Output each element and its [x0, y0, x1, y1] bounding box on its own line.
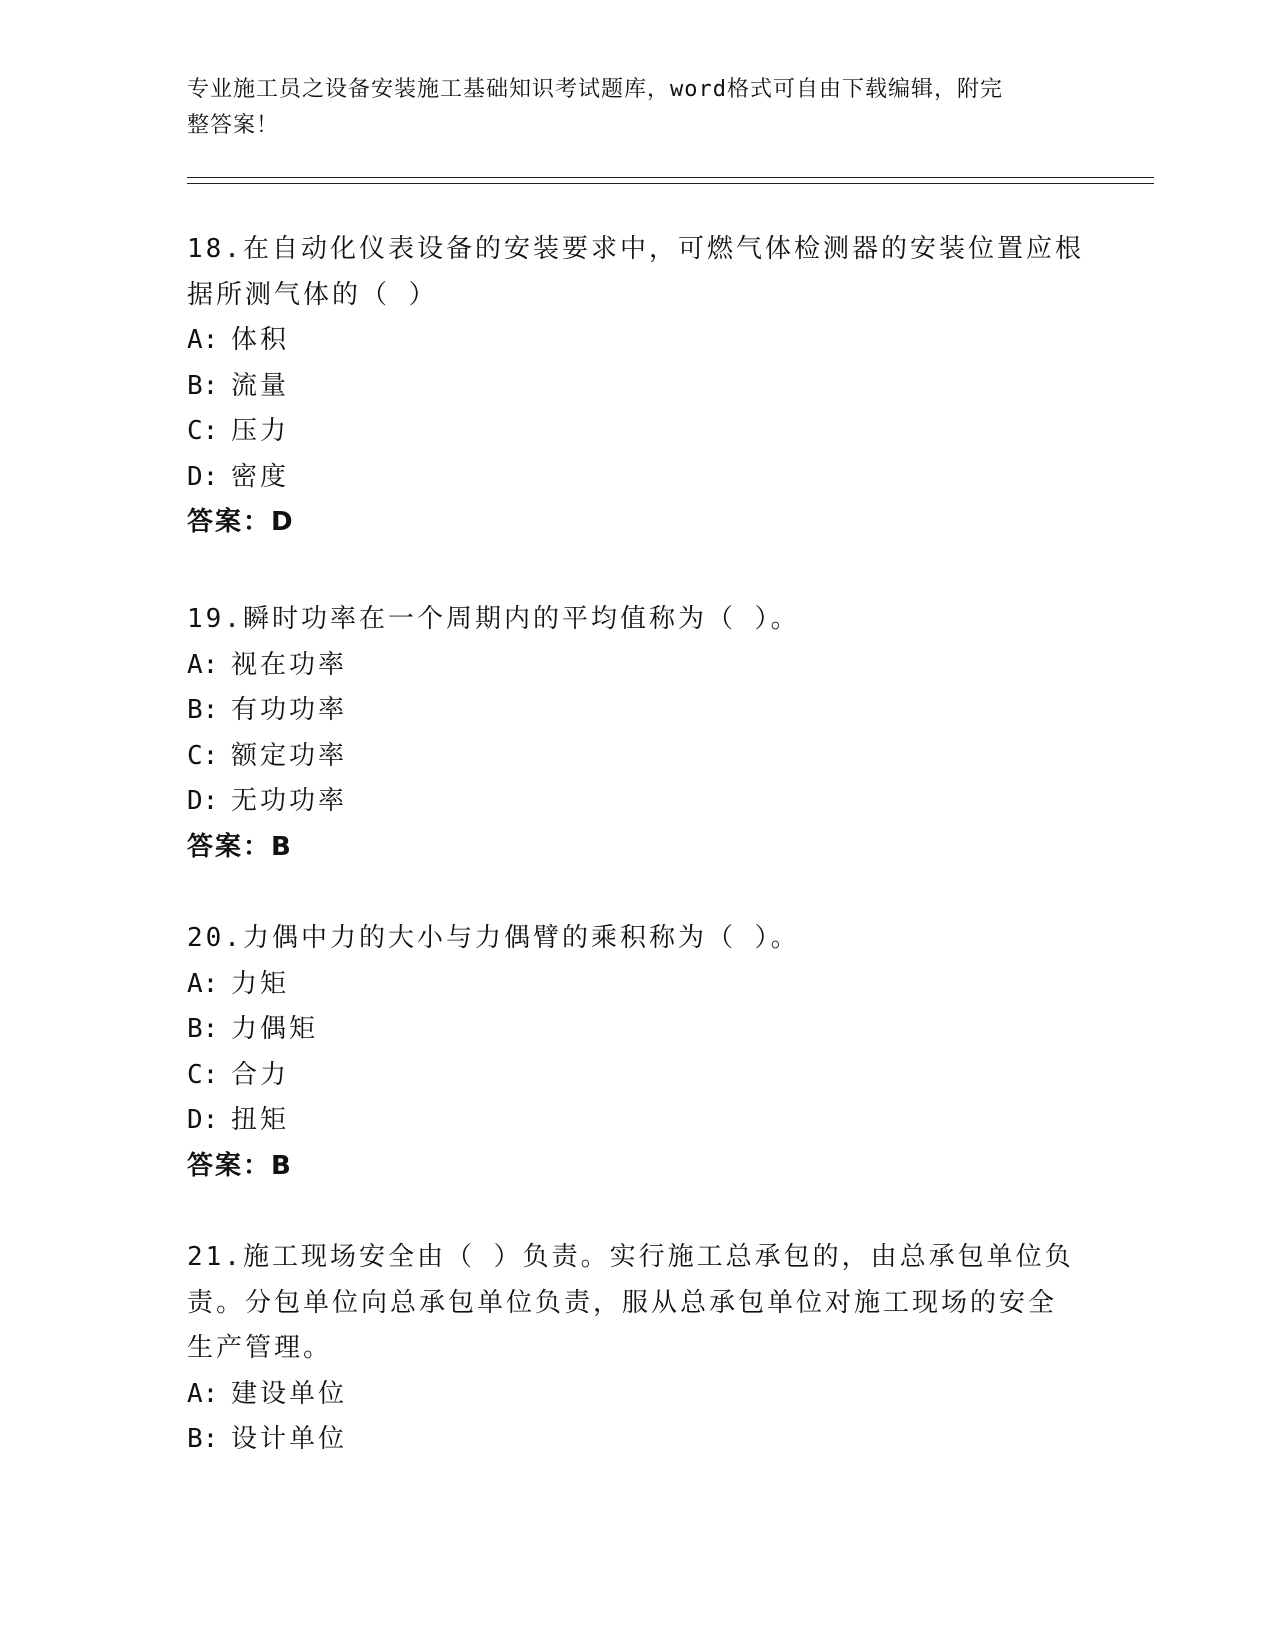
option-text: 压力 — [231, 416, 290, 446]
question-stem-line: 据所测气体的（ ） — [187, 279, 438, 310]
option-label: A: — [187, 968, 219, 999]
option-a — [187, 643, 1087, 689]
option-text: 流量 — [231, 370, 290, 401]
option-a — [187, 1372, 1087, 1418]
option-label: C: — [187, 1059, 219, 1090]
question-21 — [187, 1235, 1087, 1463]
option-text: 合力 — [231, 1059, 290, 1090]
header-line-1: 专业施工员之设备安装施工基础知识考试题库，word格式可自由下载编辑，附完 — [187, 77, 1003, 102]
option-c — [187, 1053, 1087, 1099]
option-b — [187, 364, 1087, 410]
option-label: A: — [187, 649, 219, 680]
header-divider-bottom — [187, 183, 1154, 184]
question-20 — [187, 916, 1087, 1189]
question-stem-line: 19.瞬时功率在一个周期内的平均值称为（ ）。 — [187, 604, 800, 634]
question-stem-line: 20.力偶中力的大小与力偶臂的乘积称为（ ）。 — [187, 923, 800, 953]
option-c — [187, 734, 1087, 780]
option-a — [187, 318, 1087, 364]
option-label: C: — [187, 416, 219, 446]
option-d — [187, 1098, 1087, 1144]
question-stem-line: 18.在自动化仪表设备的安装要求中，可燃气体检测器的安装位置应根 — [187, 234, 1084, 264]
question-19 — [187, 597, 1087, 870]
option-label: D: — [187, 1105, 219, 1135]
option-a — [187, 962, 1087, 1008]
option-text: 额定功率 — [231, 740, 348, 771]
option-d — [187, 779, 1087, 825]
option-label: B: — [187, 1424, 219, 1454]
question-18 — [187, 227, 1087, 546]
option-text: 无功功率 — [231, 786, 348, 816]
option-text: 扭矩 — [231, 1105, 290, 1135]
option-label: D: — [187, 786, 219, 816]
option-b — [187, 1007, 1087, 1053]
header-divider-top — [187, 177, 1154, 178]
option-text: 力偶矩 — [231, 1014, 319, 1044]
option-text: 力矩 — [231, 968, 290, 999]
option-text: 设计单位 — [231, 1424, 348, 1454]
answer-line: 答案：B — [187, 1150, 293, 1181]
question-stem-line: 21.施工现场安全由（ ）负责。实行施工总承包的，由总承包单位负 — [187, 1242, 1074, 1272]
answer-line: 答案：D — [187, 507, 295, 537]
option-b — [187, 1417, 1087, 1463]
option-label: B: — [187, 370, 219, 401]
document-header — [187, 72, 1077, 144]
option-label: B: — [187, 1014, 219, 1044]
option-b — [187, 688, 1087, 734]
option-text: 有功功率 — [231, 695, 348, 725]
header-line-2: 整答案！ — [187, 113, 280, 138]
option-label: D: — [187, 461, 219, 492]
option-label: B: — [187, 695, 219, 725]
option-text: 视在功率 — [231, 649, 348, 680]
option-d — [187, 455, 1087, 501]
option-text: 体积 — [231, 325, 290, 355]
option-label: A: — [187, 1378, 219, 1409]
question-stem-line: 生产管理。 — [187, 1333, 333, 1363]
option-label: A: — [187, 325, 219, 355]
option-c — [187, 409, 1087, 455]
answer-line: 答案：B — [187, 831, 293, 862]
option-label: C: — [187, 740, 219, 771]
option-text: 密度 — [231, 461, 290, 492]
option-text: 建设单位 — [231, 1378, 348, 1409]
question-stem-line: 责。分包单位向总承包单位负责，服从总承包单位对施工现场的安全 — [187, 1287, 1058, 1318]
